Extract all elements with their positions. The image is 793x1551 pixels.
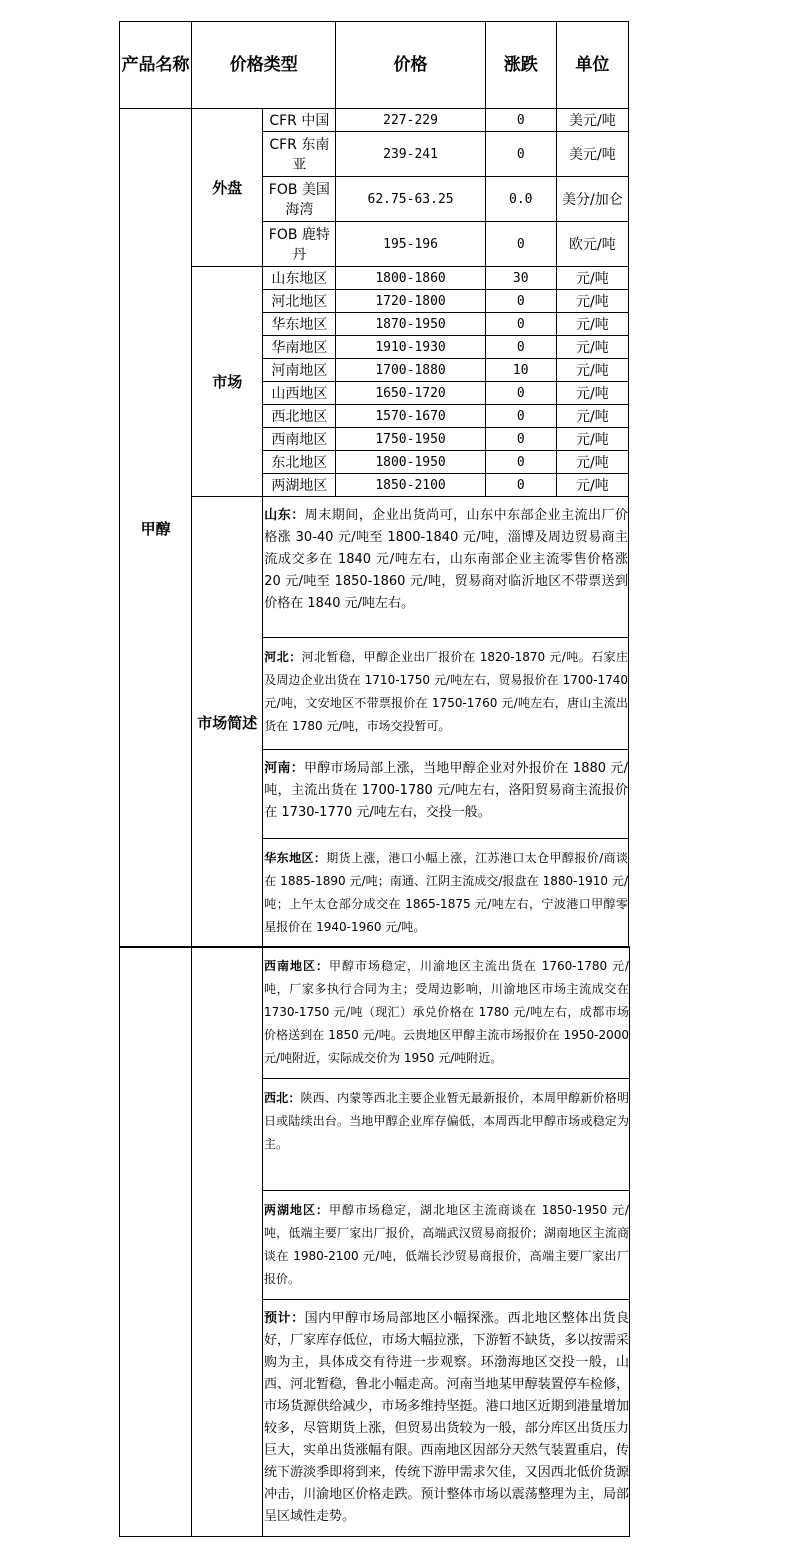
row-unit: 欧元/吨: [556, 222, 628, 267]
header-change: 涨跌: [485, 22, 556, 109]
row-change: 0: [485, 336, 556, 359]
row-change: 30: [485, 267, 556, 290]
row-change: 0: [485, 451, 556, 474]
paragraph-text: 河北暂稳，甲醇企业出厂报价在 1820-1870 元/吨。石家庄及周边企业出货在 1710-1750 元/吨左右，贸易报价在 1700-1740 元/吨，文安地区不带票报价在 1750-1760 元/吨左右，唐山主流出货在 1780 元/吨，市场交投暂可。: [264, 650, 628, 733]
row-price: 1700-1880: [336, 359, 485, 382]
row-unit: 美元/吨: [556, 132, 628, 177]
header-price: 价格: [336, 22, 485, 109]
row-unit: 元/吨: [556, 359, 628, 382]
paragraph-title: 西南地区：: [264, 959, 329, 973]
row-price: 1720-1800: [336, 290, 485, 313]
row-change: 0.0: [485, 177, 556, 222]
row-unit: 元/吨: [556, 267, 628, 290]
row-price: 1570-1670: [336, 405, 485, 428]
empty-product-cell: [120, 947, 192, 1537]
paragraph-text: 甲醇市场稳定，川渝地区主流出货在 1760-1780 元/吨，厂家多执行合同为主；受周边影响，川渝地区市场主流成交在 1730-1750 元/吨（现汇）承兑价格在 1780 元/吨左右，成都市场价格送到在 1850 元/吨。云贵地区甲醇主流市场报价在 1950-2000 元/吨附近，实际成交价为 1950 元/吨附近。: [264, 959, 629, 1065]
empty-type-cell: [192, 947, 263, 1537]
row-name: 东北地区: [263, 451, 336, 474]
paragraph-title: 预计：: [264, 1311, 305, 1326]
summary-paragraph: [263, 839, 629, 948]
market-label: 市场: [192, 267, 263, 497]
paragraph-title: 山东：: [264, 508, 305, 523]
header-unit: 单位: [556, 22, 628, 109]
row-name: 西南地区: [263, 428, 336, 451]
row-change: 0: [485, 474, 556, 497]
product-name: 甲醇: [120, 109, 192, 948]
summary-paragraph: [263, 1191, 630, 1300]
row-change: 0: [485, 428, 556, 451]
row-name: 两湖地区: [263, 474, 336, 497]
row-name: 华东地区: [263, 313, 336, 336]
summary-table-2: [119, 946, 629, 1537]
row-name: 西北地区: [263, 405, 336, 428]
row-unit: 元/吨: [556, 428, 628, 451]
row-price: 1800-1860: [336, 267, 485, 290]
paragraph-title: 两湖地区：: [264, 1203, 329, 1217]
paragraph-title: 河北：: [264, 650, 302, 664]
paragraph-title: 河南：: [264, 761, 304, 776]
summary-paragraph: [263, 638, 629, 750]
paragraph-text: 周末期间，企业出货尚可，山东中东部企业主流出厂价格涨 30-40 元/吨至 1800-1840 元/吨，淄博及周边贸易商主流成交多在 1840 元/吨左右，山东南部企业主流零售价格涨 20 元/吨至 1850-1860 元/吨，贸易商对临沂地区不带票送到价格在 1840 元/吨左右。: [264, 508, 628, 611]
row-price: 1870-1950: [336, 313, 485, 336]
row-unit: 元/吨: [556, 336, 628, 359]
paragraph-text: 甲醇市场局部上涨，当地甲醇企业对外报价在 1880 元/吨，主流出货在 1700-1780 元/吨左右，洛阳贸易商主流报价在 1730-1770 元/吨左右，交投一般。: [264, 761, 628, 820]
row-price: 1850-2100: [336, 474, 485, 497]
row-name: CFR 东南亚: [263, 132, 336, 177]
row-change: 0: [485, 313, 556, 336]
row-unit: 元/吨: [556, 451, 628, 474]
paragraph-text: 国内甲醇市场局部地区小幅探涨。西北地区整体出货良好，厂家库存低位，市场大幅拉涨，下游暂不缺货，多以按需采购为主，具体成交有待进一步观察。环渤海地区交投一般，山西、河北暂稳，鲁北小幅走高。河南当地某甲醇装置停车检修，市场货源供给减少，市场多维持坚挺。港口地区近期到港量增加较多，尽管期货上涨，但贸易出货较为一般，部分库区出货压力巨大，实单出货涨幅有限。西南地区因部分天然气装置重启，传统下游淡季即将到来，传统下游甲需求欠佳，又因西北低价货源冲击，川渝地区价格走跌。预计整体市场以震荡整理为主，局部呈区域性走势。: [264, 1311, 629, 1524]
row-price: 195-196: [336, 222, 485, 267]
row-name: 河北地区: [263, 290, 336, 313]
row-change: 0: [485, 222, 556, 267]
external-label: 外盘: [192, 109, 263, 267]
summary-paragraph: [263, 1079, 630, 1191]
paragraph-text: 陕西、内蒙等西北主要企业暂无最新报价，本周甲醇新价格明日或陆续出台。当地甲醇企业库存偏低，本周西北甲醇市场或稳定为主。: [264, 1091, 629, 1151]
row-price: 1750-1950: [336, 428, 485, 451]
row-price: 62.75-63.25: [336, 177, 485, 222]
row-unit: 元/吨: [556, 405, 628, 428]
paragraph-text: 期货上涨，港口小幅上涨，江苏港口太仓甲醇报价/商谈在 1885-1890 元/吨；南通、江阴主流成交/报盘在 1880-1910 元/吨；上午太仓部分成交在 1865-1875 元/吨左右，宁波港口甲醇零星报价在 1940-1960 元/吨。: [264, 851, 628, 934]
row-change: 0: [485, 382, 556, 405]
summary-paragraph: [263, 1300, 630, 1537]
row-unit: 元/吨: [556, 382, 628, 405]
row-change: 0: [485, 132, 556, 177]
row-name: CFR 中国: [263, 109, 336, 132]
row-name: 山东地区: [263, 267, 336, 290]
paragraph-title: 华东地区：: [264, 851, 327, 865]
row-change: 0: [485, 109, 556, 132]
summary-paragraph: [263, 947, 630, 1079]
row-name: 山西地区: [263, 382, 336, 405]
row-price: 227-229: [336, 109, 485, 132]
row-name: FOB 美国海湾: [263, 177, 336, 222]
row-unit: 元/吨: [556, 474, 628, 497]
row-price: 239-241: [336, 132, 485, 177]
row-price: 1910-1930: [336, 336, 485, 359]
row-price: 1800-1950: [336, 451, 485, 474]
row-unit: 元/吨: [556, 290, 628, 313]
row-change: 0: [485, 405, 556, 428]
row-name: 河南地区: [263, 359, 336, 382]
summary-paragraph: [263, 750, 629, 839]
summary-paragraph: [263, 497, 629, 638]
paragraph-title: 西北：: [264, 1091, 301, 1105]
row-change: 10: [485, 359, 556, 382]
row-price: 1650-1720: [336, 382, 485, 405]
summary-label: 市场简述: [192, 497, 263, 948]
row-unit: 美分/加仑: [556, 177, 628, 222]
price-table-1: [119, 21, 629, 948]
row-name: FOB 鹿特丹: [263, 222, 336, 267]
row-change: 0: [485, 290, 556, 313]
header-price-type: 价格类型: [192, 22, 336, 109]
row-name: 华南地区: [263, 336, 336, 359]
row-unit: 元/吨: [556, 313, 628, 336]
paragraph-text: 甲醇市场稳定，湖北地区主流商谈在 1850-1950 元/吨，低端主要厂家出厂报价，高端武汉贸易商报价；湖南地区主流商谈在 1980-2100 元/吨，低端长沙贸易商报价，高端主要厂家出厂报价。: [264, 1203, 629, 1286]
row-unit: 美元/吨: [556, 109, 628, 132]
header-product: 产品名称: [120, 22, 192, 109]
